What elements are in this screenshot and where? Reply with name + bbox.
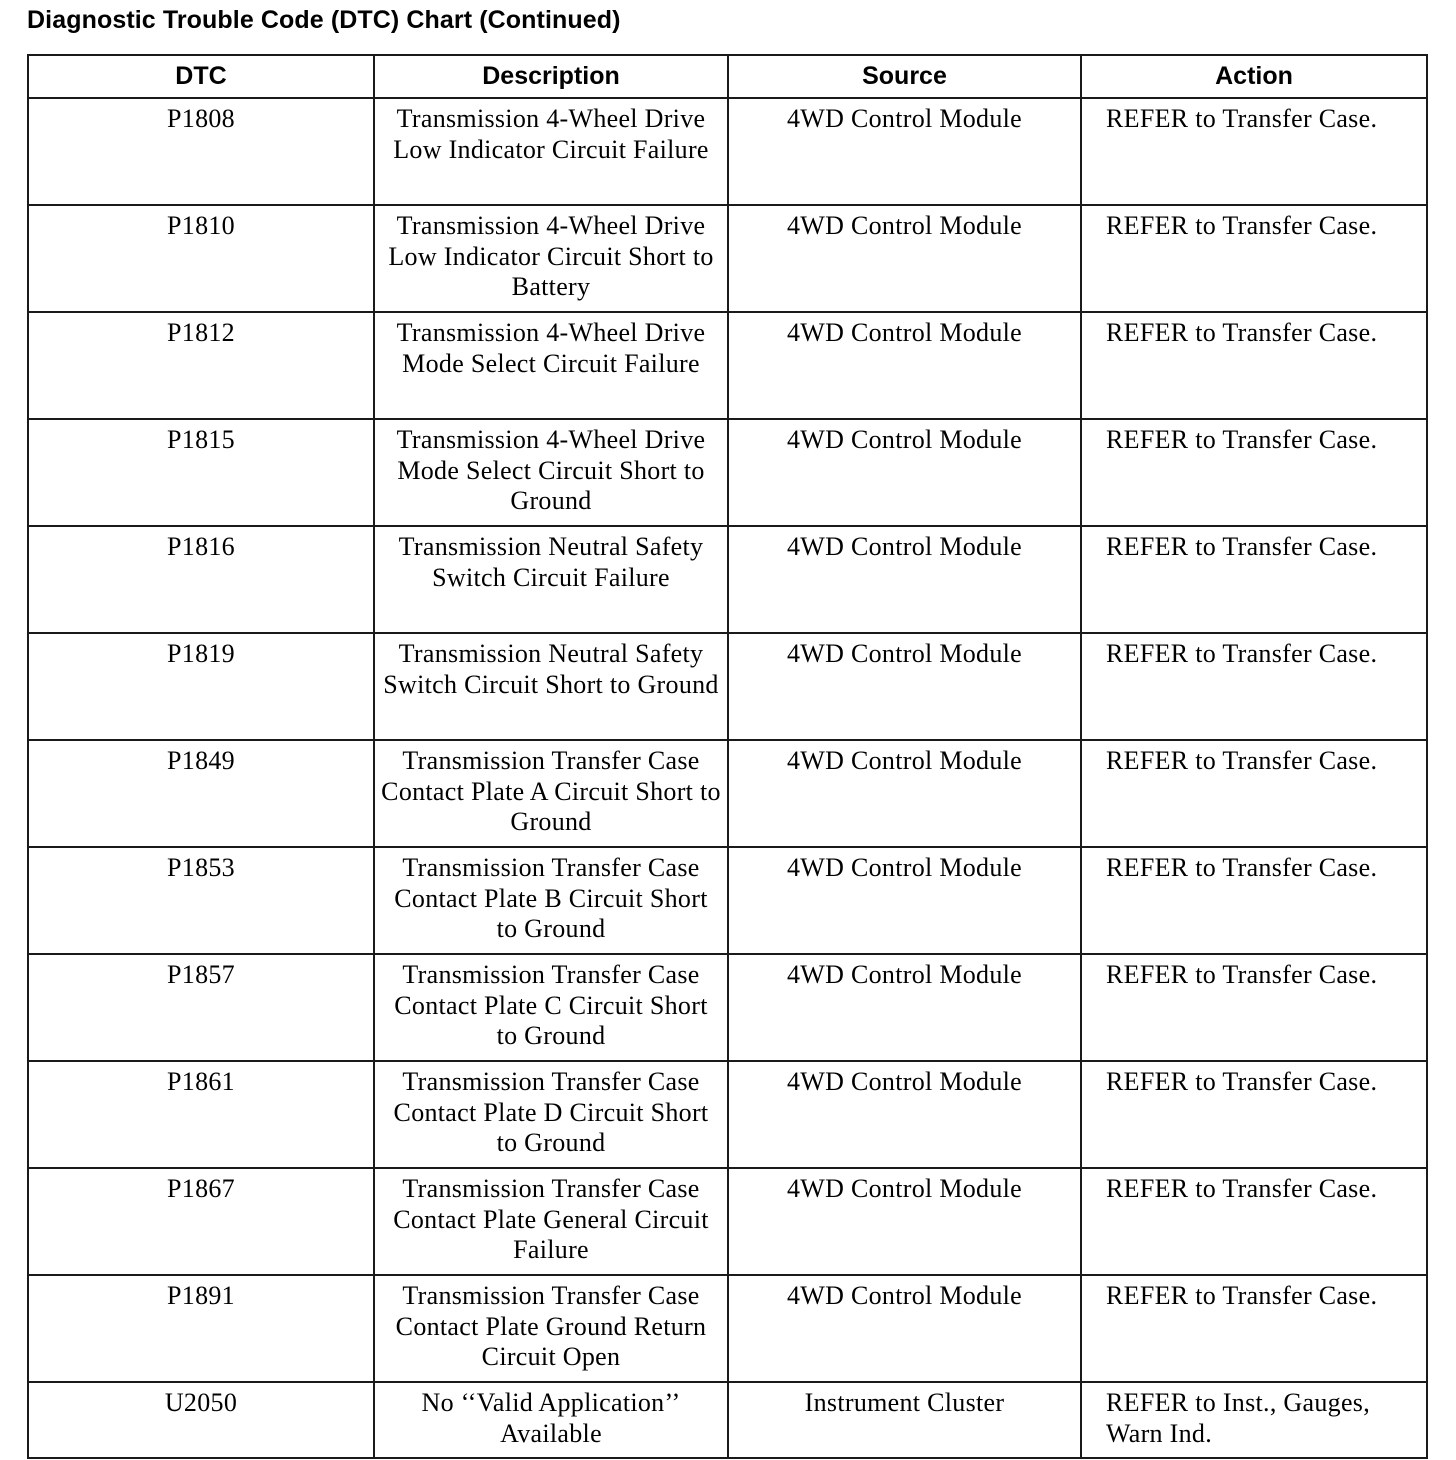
dtc-code: P1891 — [28, 1275, 374, 1382]
dtc-code: P1816 — [28, 526, 374, 633]
dtc-action: REFER to Transfer Case. — [1081, 740, 1427, 847]
dtc-description: Transmission 4-Wheel Drive Low Indicator Circuit Failure — [374, 98, 728, 205]
dtc-action: REFER to Transfer Case. — [1081, 954, 1427, 1061]
dtc-description: Transmission Transfer Case Contact Plate B Circuit Short to Ground — [374, 847, 728, 954]
dtc-description: Transmission Transfer Case Contact Plate C Circuit Short to Ground — [374, 954, 728, 1061]
dtc-code: P1819 — [28, 633, 374, 740]
dtc-description: Transmission Transfer Case Contact Plate Ground Return Circuit Open — [374, 1275, 728, 1382]
dtc-source: 4WD Control Module — [728, 1168, 1081, 1275]
dtc-action: REFER to Transfer Case. — [1081, 1275, 1427, 1382]
table-row — [28, 954, 1427, 1061]
table-row — [28, 1061, 1427, 1168]
dtc-source: Instrument Cluster — [728, 1382, 1081, 1458]
column-header-action: Action — [1081, 55, 1427, 98]
dtc-action: REFER to Transfer Case. — [1081, 205, 1427, 312]
dtc-source: 4WD Control Module — [728, 1275, 1081, 1382]
table-row — [28, 1168, 1427, 1275]
dtc-source: 4WD Control Module — [728, 633, 1081, 740]
dtc-description: Transmission Transfer Case Contact Plate A Circuit Short to Ground — [374, 740, 728, 847]
table-header-row — [28, 55, 1427, 98]
dtc-description: Transmission Neutral Safety Switch Circuit Failure — [374, 526, 728, 633]
dtc-description: Transmission 4-Wheel Drive Mode Select Circuit Failure — [374, 312, 728, 419]
dtc-action: REFER to Transfer Case. — [1081, 633, 1427, 740]
dtc-source: 4WD Control Module — [728, 954, 1081, 1061]
table-row — [28, 1275, 1427, 1382]
dtc-code: P1815 — [28, 419, 374, 526]
dtc-code: P1861 — [28, 1061, 374, 1168]
dtc-action: REFER to Transfer Case. — [1081, 1061, 1427, 1168]
dtc-action: REFER to Transfer Case. — [1081, 526, 1427, 633]
dtc-source: 4WD Control Module — [728, 526, 1081, 633]
dtc-source: 4WD Control Module — [728, 205, 1081, 312]
dtc-action: REFER to Transfer Case. — [1081, 847, 1427, 954]
column-header-dtc: DTC — [28, 55, 374, 98]
dtc-action: REFER to Transfer Case. — [1081, 1168, 1427, 1275]
table-row — [28, 633, 1427, 740]
dtc-source: 4WD Control Module — [728, 847, 1081, 954]
dtc-source: 4WD Control Module — [728, 740, 1081, 847]
dtc-action: REFER to Transfer Case. — [1081, 312, 1427, 419]
table-row — [28, 740, 1427, 847]
column-header-source: Source — [728, 55, 1081, 98]
table-row — [28, 1382, 1427, 1458]
dtc-description: Transmission 4-Wheel Drive Low Indicator Circuit Short to Battery — [374, 205, 728, 312]
dtc-source: 4WD Control Module — [728, 312, 1081, 419]
dtc-code: P1810 — [28, 205, 374, 312]
column-header-description: Description — [374, 55, 728, 98]
dtc-source: 4WD Control Module — [728, 98, 1081, 205]
dtc-description: Transmission Transfer Case Contact Plate General Circuit Failure — [374, 1168, 728, 1275]
dtc-code: P1812 — [28, 312, 374, 419]
page-title: Diagnostic Trouble Code (DTC) Chart (Continued) — [27, 6, 621, 34]
table-row — [28, 526, 1427, 633]
table-row — [28, 419, 1427, 526]
dtc-description: Transmission 4-Wheel Drive Mode Select Circuit Short to Ground — [374, 419, 728, 526]
table-row — [28, 98, 1427, 205]
dtc-action: REFER to Inst., Gauges, Warn Ind. — [1081, 1382, 1427, 1458]
dtc-code: P1849 — [28, 740, 374, 847]
dtc-action: REFER to Transfer Case. — [1081, 419, 1427, 526]
dtc-code: P1857 — [28, 954, 374, 1061]
dtc-description: No ‘‘Valid Application’’ Available — [374, 1382, 728, 1458]
dtc-table — [27, 54, 1428, 1459]
dtc-description: Transmission Transfer Case Contact Plate D Circuit Short to Ground — [374, 1061, 728, 1168]
dtc-code: P1867 — [28, 1168, 374, 1275]
table-row — [28, 312, 1427, 419]
dtc-description: Transmission Neutral Safety Switch Circuit Short to Ground — [374, 633, 728, 740]
table-row — [28, 847, 1427, 954]
dtc-code: P1808 — [28, 98, 374, 205]
dtc-code: U2050 — [28, 1382, 374, 1458]
dtc-source: 4WD Control Module — [728, 419, 1081, 526]
table-row — [28, 205, 1427, 312]
dtc-source: 4WD Control Module — [728, 1061, 1081, 1168]
dtc-code: P1853 — [28, 847, 374, 954]
dtc-action: REFER to Transfer Case. — [1081, 98, 1427, 205]
